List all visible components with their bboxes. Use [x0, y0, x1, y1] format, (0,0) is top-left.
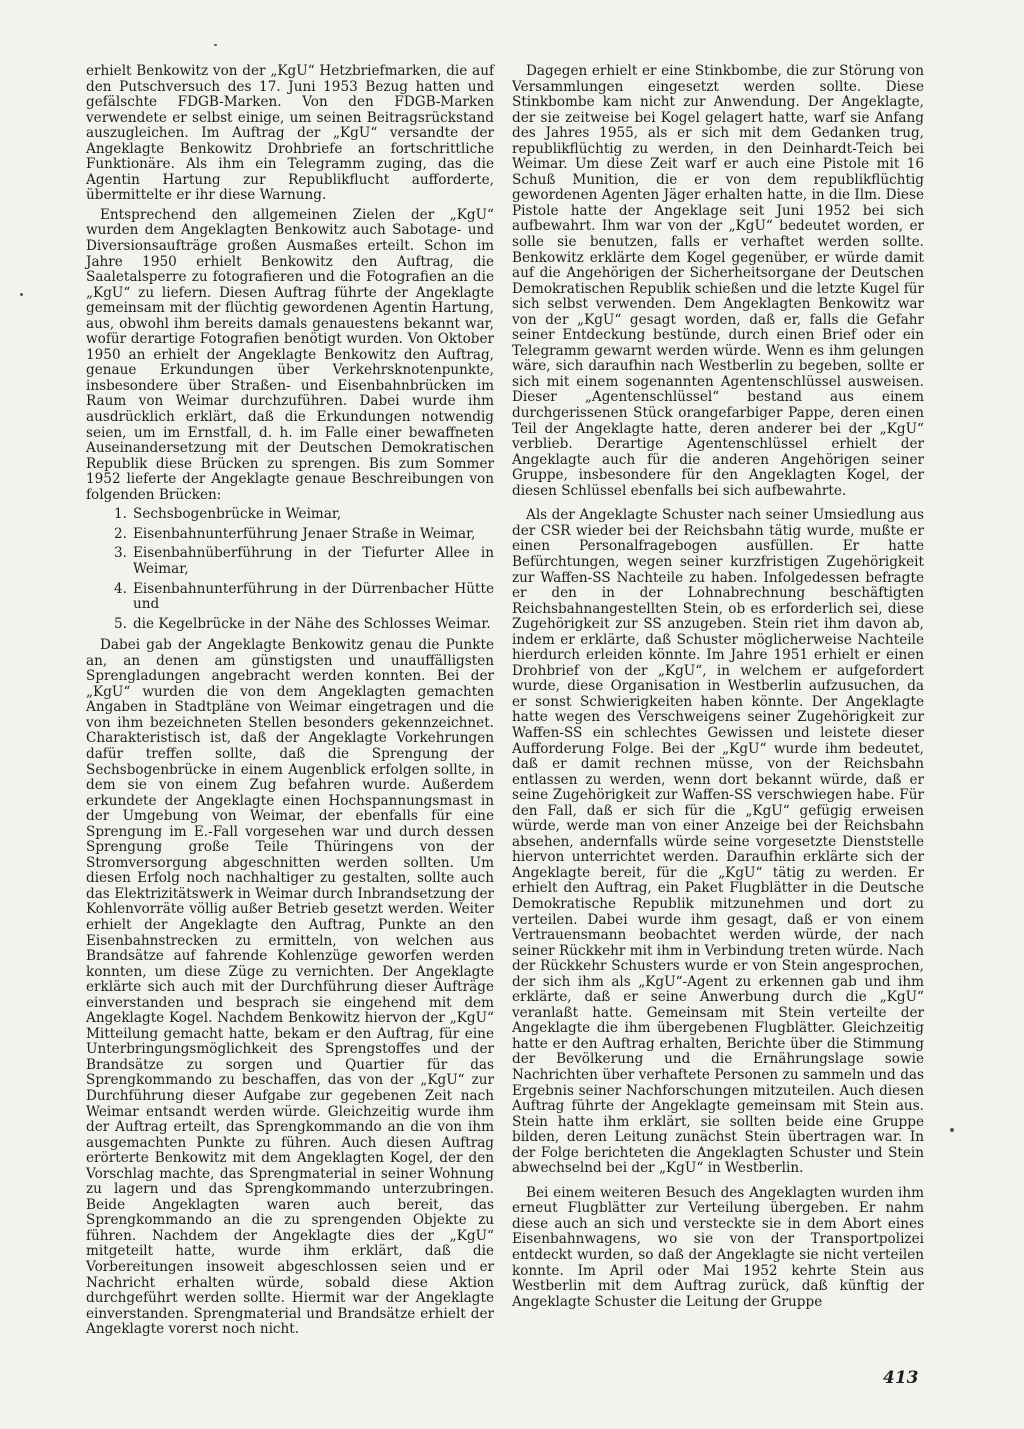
- ink-speck: [950, 1128, 954, 1132]
- list-text: Sechsbogenbrücke in Weimar,: [132, 506, 342, 523]
- page-number: 413: [883, 1368, 919, 1388]
- right-column: [512, 64, 924, 1310]
- list-number: 5.: [114, 615, 127, 632]
- list-number: 2.: [114, 525, 127, 542]
- paragraph: Als der Angeklagte Schuster nach seiner Umsiedlung aus der CSR wieder bei der Reichsbahn tätig wurde, mußte er einen Personalfragebogen ausfüllen. Er hatte Befürchtungen, wegen seiner kurzfristigen Zugehörigkeit zur Waffen-SS Nachteile zu haben. Infolgedessen befragte er den in der Lohnabrechnung beschäftigten Reichsbahnangestellten Stein, ob es erforderlich sei, diese Zugehörigkeit zur SS anzugeben. Stein riet ihm davon ab, indem er erklärte, daß Schuster möglicherweise Nachteile hierdurch erleiden könnte. Im Jahre 1951 erhielt er einen Drohbrief von der „KgU“, in welchem er aufgefordert wurde, diese Organisation in Westberlin aufzusuchen, da er sonst Schwierigkeiten haben könnte. Der Angeklagte hatte wegen des Verschweigens seiner Zugehörigkeit zur Waffen-SS ein schlechtes Gewissen und leistete dieser Aufforderung Folge. Bei der „KgU“ wurde ihm bedeutet, daß er damit rechnen müsse, von der Reichsbahn entlassen zu werden, wenn dort bekannt würde, daß er seine Zugehörigkeit zur Waffen-SS verschwiegen habe. Für den Fall, daß er sich für die „KgU“ gefügig erweisen würde, werde man von einer Anzeige bei der Reichsbahn absehen, andernfalls würde seine vorgesetzte Dienststelle hiervon unterrichtet werden. Daraufhin erklärte sich der Angeklagte bereit, für die „KgU“ tätig zu werden. Er erhielt den Auftrag, ein Paket Flugblätter in die Deutsche Demokratische Republik mitzunehmen und dort zu verteilen. Dabei wurde ihm gesagt, daß er von einem Vertrauensmann beobachtet werden würde, der nach seiner Rückkehr mit ihm in Verbindung treten würde. Nach der Rückkehr Schusters wurde er von Stein angesprochen, der sich ihm als „KgU“-Agent zu erkennen gab und ihm erklärte, daß er seine Anwerbung durch die „KgU“ veranlaßt hatte. Gemeinsam mit Stein verteilte der Angeklagte die ihm übergebenen Flugblätter. Gleichzeitig hatte er den Auftrag erhalten, Berichte über die Stimmung der Bevölkerung und die Ernährungslage sowie Nachrichten über verhaftete Personen zu sammeln und das Ergebnis seiner Nachforschungen mitzuteilen. Auch diesen Auftrag führte der Angeklagte gemeinsam mit Stein aus. Stein hatte ihm erklärt, sie sollten beide eine Gruppe bilden, deren Leitung zunächst Stein übertragen war. In der Folge berichteten die Angeklagten Schuster und Stein abwechselnd bei der „KgU“ in Westberlin.: [512, 507, 924, 1177]
- ink-speck: [214, 44, 217, 46]
- left-column: [86, 64, 494, 1338]
- list-text: Eisenbahnunterführung in der Dürrenbacher Hütte und: [132, 580, 494, 613]
- paragraph: Dagegen erhielt er eine Stinkbombe, die zur Störung von Versammlungen eingesetzt werden sollte. Diese Stinkbombe kam nicht zur Anwendung. Der Angeklagte, der sie zeitweise bei Kogel gelagert hatte, warf sie Anfang des Jahres 1955, als er sich mit dem Gedanken trug, republikflüchtig zu werden, in den Deinhardt-Teich bei Weimar. Um diese Zeit warf er auch eine Pistole mit 16 Schuß Munition, die er von dem republikflüchtig gewordenen Agenten Jäger erhalten hatte, in die Ilm. Diese Pistole hatte der Angeklage seit Juni 1952 bei sich aufbewahrt. Ihm war von der „KgU“ bedeutet worden, er solle sie benutzen, falls er verhaftet werden sollte. Benkowitz erklärte dem Kogel gegenüber, er würde damit auf die Angehörigen der Sicherheitsorgane der Deutschen Demokratischen Republik schießen und die letzte Kugel für sich selbst verwenden. Dem Angeklagten Benkowitz war von der „KgU“ gesagt worden, daß er, falls die Gefahr seiner Entdeckung bestünde, durch einen Brief oder ein Telegramm gewarnt werden würde. Wenn es ihm gelungen wäre, sich daraufhin nach Westberlin zu begeben, sollte er sich mit einem sogenannten Agentenschlüssel ausweisen. Dieser „Agentenschlüssel“ bestand aus einem durchgerissenen Stück orangefarbiger Pappe, deren einen Teil der Angeklagte hatte, deren anderer bei der „KgU“ verblieb. Derartige Agentenschlüssel erhielt der Angeklagte auch für die anderen Angehörigen seiner Gruppe, insbesondere für den Angeklagten Kogel, der diesen Schlüssel ebenfalls bei sich aufbewahrte.: [512, 63, 924, 499]
- list-item: [114, 582, 494, 613]
- list-text: Eisenbahnunterführung Jenaer Straße in Weimar,: [132, 525, 476, 542]
- list-text: Eisenbahnüberführung in der Tiefurter Allee in Weimar,: [132, 545, 494, 577]
- list-number: 4.: [114, 580, 127, 597]
- list-number: 1.: [114, 506, 127, 523]
- list-item: [114, 546, 494, 577]
- paragraph: Entsprechend den allgemeinen Zielen der „KgU“ wurden dem Angeklagten Benkowitz auch Sabotage- und Diversionsaufträge großen Ausmaßes erteilt. Schon im Jahre 1950 erhielt Benkowitz den Auftrag, die Saaletalsperre zu fotografieren und die Fotografien an die „KgU“ zu liefern. Diesen Auftrag führte der Angeklagte gemeinsam mit der flüchtig gewordenen Agentin Hartung, aus, obwohl ihm bereits damals genauestens bekannt war, wofür derartige Fotografien benötigt wurden. Von Oktober 1950 an erhielt der Angeklagte Benkowitz den Auftrag, genaue Erkundungen über Verkehrsknotenpunkte, insbesondere über Straßen- und Eisenbahnbrücken im Raum von Weimar durchzuführen. Dabei wurde ihm ausdrücklich erklärt, daß die Erkundungen notwendig seien, um im Ernstfall, d. h. im Falle einer bewaffneten Auseinandersetzung mit der Deutschen Demokratischen Republik diese Brücken zu sprengen. Bis zum Sommer 1952 lieferte der Angeklagte genaue Beschreibungen von folgenden Brücken:: [86, 206, 494, 503]
- list-item: [114, 617, 494, 633]
- list-item: [114, 507, 494, 523]
- paragraph: erhielt Benkowitz von der „KgU“ Hetzbriefmarken, die auf den Putschversuch des 17. Juni 1953 Bezug hatten und gefälschte FDGB-Marken. Von den FDGB-Marken verwendete er selbst einige, um seinen Beitragsrückstand auszugleichen. Im Auftrag der „KgU“ versandte der Angeklagte Benkowitz Drohbriefe an fortschrittliche Funktionäre. Als ihm ein Telegramm zuging, das die Agentin Hartung zur Republikflucht aufforderte, übermittelte er ihr diese Warnung.: [86, 63, 494, 204]
- list-item: [114, 527, 494, 543]
- paragraph: Dabei gab der Angeklagte Benkowitz genau die Punkte an, an denen am günstigsten und unauffälligsten Sprengladungen angebracht werden konnten. Bei der „KgU“ wurden die von dem Angeklagten gemachten Angaben in Stadtpläne von Weimar eingetragen und die von ihm bezeichneten Stellen besonders gekennzeichnet. Charakteristisch ist, daß der Angeklagte Vorkehrungen dafür treffen sollte, daß die Sprengung der Sechsbogenbrücke in einem Augenblick erfolgen sollte, in dem sie von einem Zug befahren wurde. Außerdem erkundete der Angeklagte einen Hochspannungsmast in der Umgebung von Weimar, der ebenfalls für eine Sprengung im E.-Fall vorgesehen war und durch dessen Sprengung große Teile Thüringens von der Stromversorgung abgeschnitten werden sollten. Um diesen Erfolg noch nachhaltiger zu gestalten, sollte auch das Elektrizitätswerk in Weimar durch Inbrandsetzung der Kohlenvorräte völlig außer Betrieb gesetzt werden. Weiter erhielt der Angeklagte den Auftrag, Punkte an den Eisenbahnstrecken zu ermitteln, von welchen aus Brandsätze auf fahrende Kohlenzüge geworfen werden konnten, um diese Züge zu vernichten. Der Angeklagte erklärte sich auch mit der Durchführung dieser Aufträge einverstanden und besprach sie eingehend mit dem Angeklagte Kogel. Nachdem Benkowitz hiervon der „KgU“ Mitteilung gemacht hatte, bekam er den Auftrag, für eine Unterbringungsmöglichkeit des Sprengstoffes und der Brandsätze zu sorgen und Quartier für das Sprengkommando zu beschaffen, das von der „KgU“ zur Durchführung dieser Aufgabe zur gegebenen Zeit nach Weimar entsandt werden würde. Gleichzeitig wurde ihm der Auftrag erteilt, das Sprengkommando an die von ihm ausgemachten Punkte zu führen. Auch diesen Auftrag erörterte Benkowitz mit dem Angeklagten Kogel, der den Vorschlag machte, das Sprengmaterial in seiner Wohnung zu lagern und das Sprengkommando unterzubringen. Beide Angeklagten waren auch bereit, das Sprengkommando an die zu sprengenden Objekte zu führen. Nachdem der Angeklagte dies der „KgU“ mitgeteilt hatte, wurde ihm erklärt, daß die Vorbereitungen insoweit abgeschlossen seien und er Nachricht erhalten würde, sobald diese Aktion durchgeführt werden sollte. Hiermit war der Angeklagte einverstanden. Sprengmaterial und Brandsätze erhielt der Angeklagte vorerst noch nicht.: [86, 637, 494, 1338]
- list-text: die Kegelbrücke in der Nähe des Schlosses Weimar.: [132, 615, 491, 632]
- list-number: 3.: [114, 545, 127, 562]
- paragraph: Bei einem weiteren Besuch des Angeklagten wurden ihm erneut Flugblätter zur Verteilung übergeben. Er nahm diese auch an sich und versteckte sie in dem Abort eines Eisenbahnwagens, wo sie von der Transportpolizei entdeckt wurden, so daß der Angeklagte sie nicht verteilen konnte. Im April oder Mai 1952 kehrte Stein aus Westberlin mit dem Auftrag zurück, daß künftig der Angeklagte Schuster die Leitung der Gruppe: [512, 1184, 924, 1310]
- ink-speck: [20, 293, 23, 296]
- bridge-list: [86, 507, 494, 632]
